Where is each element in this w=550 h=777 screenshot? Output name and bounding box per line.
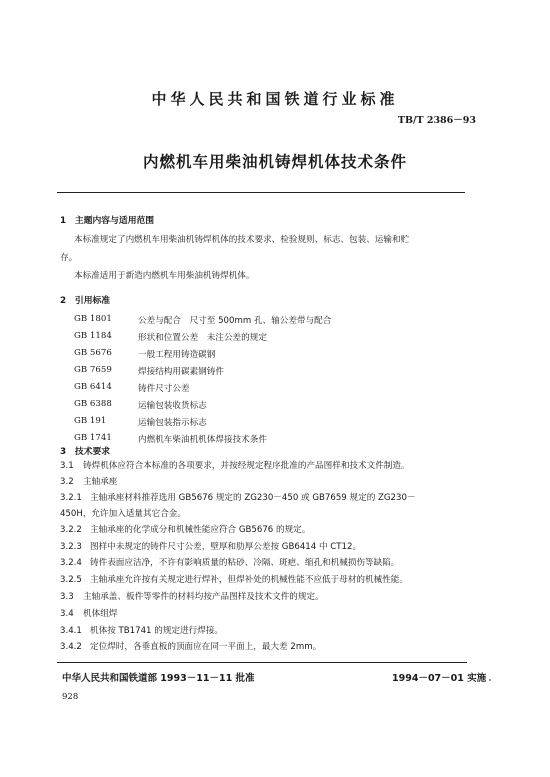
clause-text: 机体组焊	[83, 609, 118, 619]
header-divider	[57, 192, 465, 193]
page-number: 928	[62, 692, 79, 702]
ref-title: 运输包装收货标志	[138, 401, 207, 411]
clause-3-2-5	[60, 573, 408, 585]
section-2-heading: 2 引用标准	[60, 296, 111, 306]
section-1-heading: 1 主题内容与适用范围	[60, 216, 155, 226]
clause-3-4	[60, 607, 117, 619]
clause-3-2-1	[60, 491, 416, 503]
clause-number: 3.4.2	[60, 642, 82, 652]
clause-text: 主轴承盖、板件等零件的材料均按产品图样及技术文件的规定。	[83, 592, 324, 602]
clause-text: 主轴承座的化学成分和机械性能应符合 GB5676 的规定。	[90, 525, 311, 535]
clause-text: 机体按 TB1741 的规定进行焊接。	[90, 626, 224, 636]
ref-title: 一般工程用铸造碳钢	[138, 350, 216, 360]
clause-number: 3.2.2	[60, 525, 82, 535]
clause-3-4-1	[60, 624, 223, 636]
ref-title: 形状和位置公差 未注公差的规定	[138, 333, 267, 343]
ref-code: GB 7659	[74, 365, 112, 375]
clause-text: 主轴承座材料推荐选用 GB5676 规定的 ZG230－450 或 GB7659 规定的 ZG230－	[90, 493, 416, 503]
standard-code: TB/T 2386－93	[397, 115, 476, 126]
ref-code: GB 1741	[74, 433, 112, 443]
clause-number: 3.4	[60, 609, 74, 619]
ref-code: GB 1184	[74, 331, 112, 341]
clause-number: 3.4.1	[60, 626, 82, 636]
clause-number: 3.2.5	[60, 575, 82, 585]
clause-3-2-1-continued	[60, 507, 186, 519]
clause-text: 铸件表面应洁净，不许有影响质量的粘砂、冷隔、斑疤、缩孔和机械损伤等缺陷。	[90, 558, 400, 568]
ref-title: 公差与配合 尺寸至 500mm 孔、轴公差带与配合	[138, 316, 332, 326]
clause-number: 3.2.1	[60, 493, 82, 503]
clause-3-2-2	[60, 523, 310, 535]
ref-code: GB 191	[74, 416, 107, 426]
ref-title: 铸件尺寸公差	[138, 384, 190, 394]
clause-text: 图样中未规定的铸件尺寸公差，壁厚和肋厚公差按 GB6414 中 CT12。	[90, 542, 362, 552]
footer-divider	[57, 662, 467, 663]
ref-code: GB 6414	[74, 382, 112, 392]
section-1-para-1-line-1: 本标准规定了内燃机车用柴油机铸焊机体的技术要求、检验规则、标志、包装、运输和贮	[74, 235, 410, 245]
section-1-para-1-line-2: 存。	[60, 253, 78, 263]
ref-code: GB 6388	[74, 399, 112, 409]
clause-3-2-3	[60, 540, 361, 552]
section-3-heading: 3 技术要求	[60, 447, 111, 457]
clause-text: 定位焊时，各垂直板的顶面应在同一平面上，最大差 2mm。	[90, 642, 322, 652]
clause-3-1	[60, 459, 410, 471]
clause-3-4-2	[60, 640, 321, 652]
ref-title: 运输包装指示标志	[138, 418, 207, 428]
ref-title: 焊接结构用碳素钢铸件	[138, 367, 224, 377]
document-title: 内燃机车用柴油机铸焊机体技术条件	[142, 153, 407, 171]
clause-3-3	[60, 590, 324, 602]
clause-text: 450H，允许加入适量其它合金。	[60, 509, 186, 519]
approval-line: 中华人民共和国铁道部 1993－11－11 批准	[62, 673, 255, 684]
section-1-para-2: 本标准适用于新造内燃机车用柴油机铸焊机体。	[74, 271, 255, 281]
ref-code: GB 5676	[74, 348, 112, 358]
clause-number: 3.1	[60, 461, 74, 471]
clause-number: 3.3	[60, 592, 74, 602]
clause-3-2-4	[60, 556, 399, 568]
ref-title: 内燃机车柴油机机体焊接技术条件	[138, 435, 267, 445]
clause-number: 3.2	[60, 477, 74, 487]
clause-text: 铸焊机体应符合本标准的各项要求，并按经规定程序批准的产品图样和技术文件制造。	[83, 461, 410, 471]
clause-3-2	[60, 475, 117, 487]
issuer-heading: 中华人民共和国铁道行业标准	[151, 90, 399, 108]
clause-number: 3.2.4	[60, 558, 82, 568]
clause-text: 主轴承座	[83, 477, 118, 487]
scan-speck	[489, 679, 491, 681]
clause-number: 3.2.3	[60, 542, 82, 552]
implementation-date: 1994－07－01 实施	[392, 673, 487, 684]
clause-text: 主轴承座允许按有关规定进行焊补，但焊补处的机械性能不应低于母材的机械性能。	[90, 575, 408, 585]
ref-code: GB 1801	[74, 314, 112, 324]
